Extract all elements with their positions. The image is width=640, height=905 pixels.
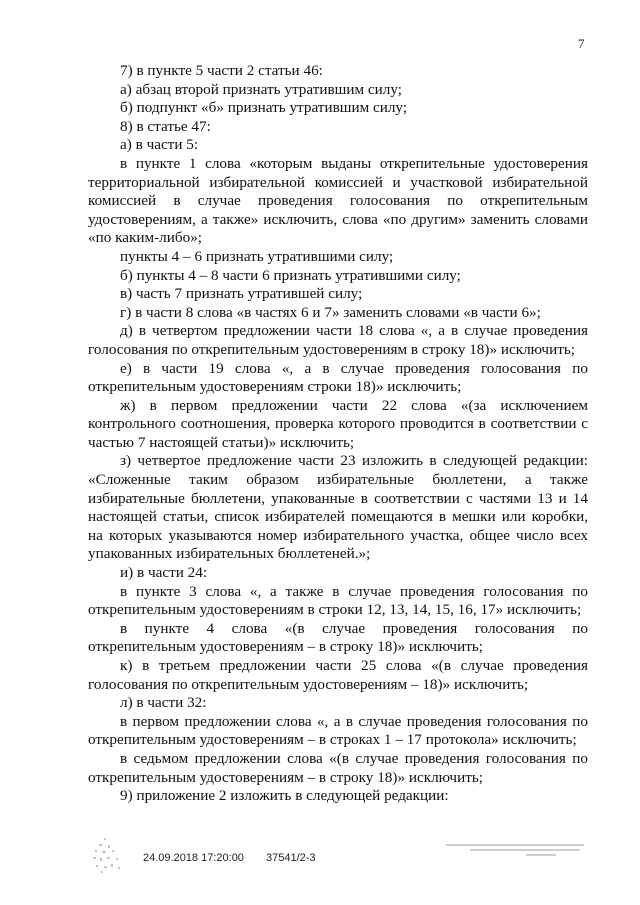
paragraph: г) в части 8 слова «в частях 6 и 7» заменить словами «в части 6»;: [120, 303, 541, 321]
footer-doc-code: 37541/2-3: [266, 852, 316, 864]
paragraph: в пункте 1 слова «которым выданы открепительные удостоверения территориальной избирательной комиссией и участковой избирательной комиссией в случае проведения голосования по открепительным удостоверениям, а также» исключить, слова «по другим» заменить словами «по каким-либо»;: [88, 154, 588, 247]
paragraph: ж) в первом предложении части 22 слова «(за исключением контрольного соотношения, проверка которого проводится в соответствии с частью 7 настоящей статьи)» исключить;: [88, 396, 588, 451]
paragraph: 9) приложение 2 изложить в следующей редакции:: [120, 787, 449, 805]
document-body: [88, 62, 588, 806]
paragraph: в пункте 4 слова «(в случае проведения голосования по открепительным удостоверениям – в строку 18)» исключить;: [88, 619, 588, 656]
paragraph: 7) в пункте 5 части 2 статьи 46:: [120, 62, 323, 79]
paragraph: б) пункты 4 – 8 части 6 признать утратившими силу;: [120, 266, 461, 284]
paragraph: д) в четвертом предложении части 18 слова «, а в случае проведения голосования по открепительным удостоверениям в строку 18)» исключить;: [88, 322, 588, 358]
paragraph: е) в части 19 слова «, а в случае проведения голосования по открепительным удостоверениям строки 18)» исключить;: [88, 359, 588, 396]
paragraph: з) четвертое предложение части 23 изложить в следующей редакции: «Сложенные таким образом избирательные бюллетени, а также избирательные бюллетени, упакованные в соответствии с частями 13 и 14 настоящей статьи, список избирателей помещаются в мешки или коробки, на которых указываются номер избирательного участка, общее число всех упакованных избирательных бюллетеней.»;: [88, 452, 588, 563]
paragraph: л) в части 32:: [120, 694, 207, 712]
paragraph: в пункте 3 слова «, а также в случае проведения голосования по открепительным удостоверениям в строки 12, 13, 14, 15, 16, 17» исключить;: [88, 582, 588, 619]
paragraph: в первом предложении слова «, а в случае проведения голосования по открепительным удостоверениям – в строках 1 – 17 протокола» исключить;: [88, 712, 588, 749]
paragraph: в) часть 7 признать утратившей силу;: [120, 285, 363, 303]
faded-stamp-icon: [440, 840, 590, 864]
footer-timestamp: 24.09.2018 17:20:00: [143, 852, 244, 864]
paragraph: и) в части 24:: [120, 564, 208, 582]
page-number: 7: [578, 36, 585, 51]
paragraph: б) подпункт «б» признать утратившим силу;: [120, 99, 408, 117]
paragraph: пункты 4 – 6 признать утратившими силу;: [120, 247, 394, 265]
scan-stamp-icon: [90, 836, 124, 874]
paragraph: а) абзац второй признать утратившим силу;: [120, 80, 402, 98]
paragraph: к) в третьем предложении части 25 слова «(в случае проведения голосования по открепительным удостоверениям – 18)» исключить;: [88, 657, 588, 693]
paragraph: 8) в статье 47:: [120, 117, 211, 135]
paragraph: в седьмом предложении слова «(в случае проведения голосования по открепительным удостоверениям – в строку 18)» исключить;: [88, 749, 588, 786]
paragraph: а) в части 5:: [120, 136, 199, 154]
